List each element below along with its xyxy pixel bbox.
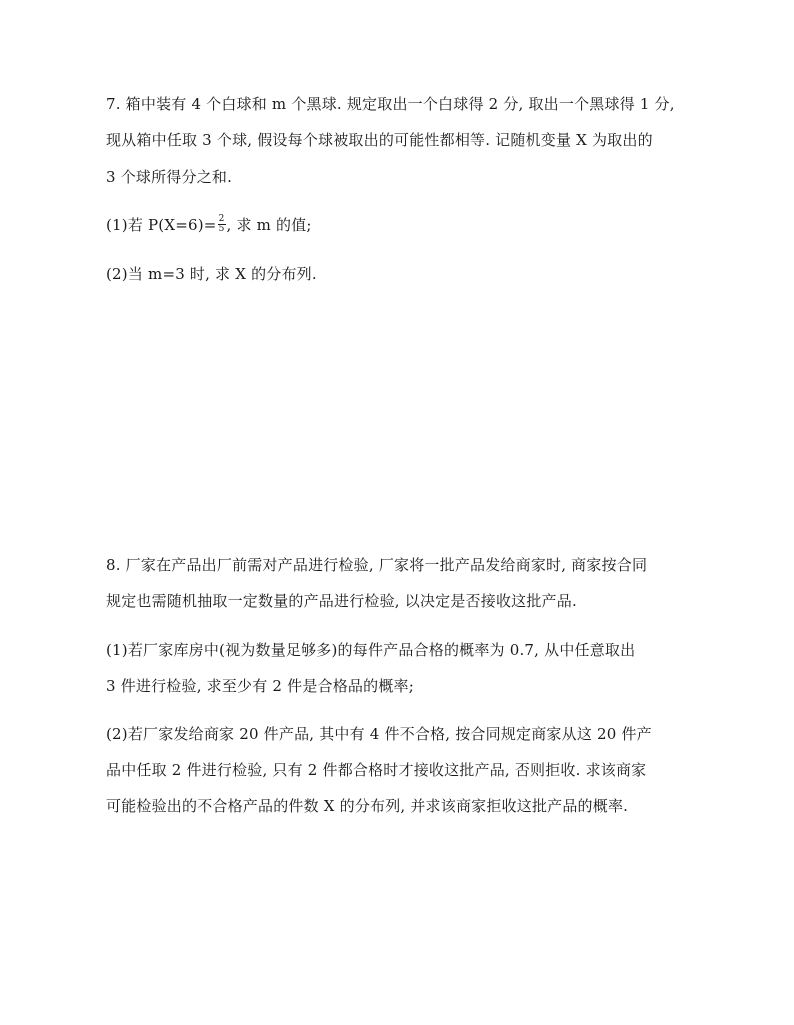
problem-7-line-2: 现从箱中任取 3 个球, 假设每个球被取出的可能性都相等. 记随机变量 X 为取出的 (106, 131, 653, 149)
problem-8-line-2: 规定也需随机抽取一定数量的产品进行检验, 以决定是否接收这批产品. (106, 592, 577, 610)
problem-8-part-2-line-2: 品中任取 2 件进行检验, 只有 2 件都合格时才接收这批产品, 否则拒收. 求该商家 (106, 761, 647, 779)
problem-7-line-3: 3 个球所得分之和. (106, 168, 233, 186)
fraction-numerator: 2 (218, 213, 225, 224)
probability-fraction (218, 215, 226, 234)
part-1-suffix: , 求 m 的值; (226, 216, 312, 234)
problem-8-part-2-line-3: 可能检验出的不合格产品的件数 X 的分布列, 并求该商家拒收这批产品的概率. (106, 797, 629, 815)
problem-8-part-2-line-1: (2)若厂家发给商家 20 件产品, 其中有 4 件不合格, 按合同规定商家从这 20 件产 (106, 725, 652, 743)
problem-8-part-1-line-2: 3 件进行检验, 求至少有 2 件是合格品的概率; (106, 677, 414, 695)
fraction-denominator: 5 (218, 223, 225, 234)
problem-7-part-2: (2)当 m=3 时, 求 X 的分布列. (106, 265, 317, 283)
problem-7-line-1: 7. 箱中装有 4 个白球和 m 个黑球. 规定取出一个白球得 2 分, 取出一个黑球得 1 分, (106, 95, 675, 113)
part-1-prefix: (1)若 P(X=6)= (106, 216, 217, 234)
problem-8-line-1: 8. 厂家在产品出厂前需对产品进行检验, 厂家将一批产品发给商家时, 商家按合同 (106, 556, 648, 574)
problem-7-part-1 (106, 215, 312, 236)
problem-8-part-1-line-1: (1)若厂家库房中(视为数量足够多)的每件产品合格的概率为 0.7, 从中任意取出 (106, 641, 636, 659)
